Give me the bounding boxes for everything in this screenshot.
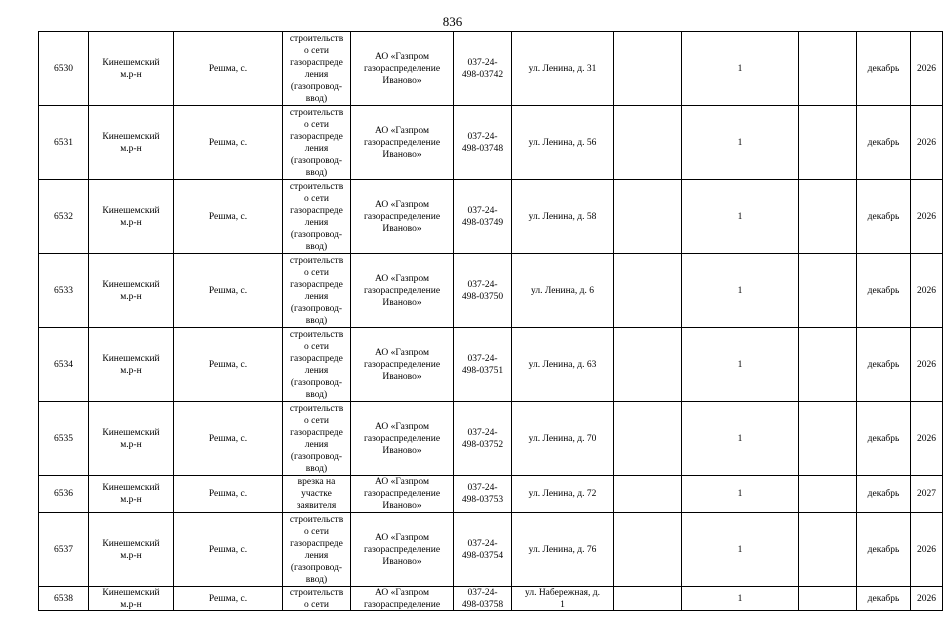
work-type-cell <box>283 587 351 611</box>
table-row <box>39 32 943 106</box>
table-row <box>39 476 943 513</box>
empty-cell <box>614 476 682 513</box>
application-code-cell: 037-24- 498-03748 <box>454 106 512 180</box>
month-cell: декабрь <box>857 106 911 180</box>
empty-cell <box>614 254 682 328</box>
month-cell: декабрь <box>857 402 911 476</box>
work-type-cell: врезка на участке заявителя <box>283 476 351 513</box>
quantity-cell: 1 <box>682 402 799 476</box>
settlement-cell: Решма, с. <box>174 328 283 402</box>
year-cell: 2026 <box>911 106 943 180</box>
empty-cell <box>799 106 857 180</box>
settlement-cell: Решма, с. <box>174 254 283 328</box>
quantity-cell: 1 <box>682 106 799 180</box>
work-type-cell: строительств о сети газораспреде ления (газопровод- ввод) <box>283 180 351 254</box>
settlement-cell: Решма, с. <box>174 402 283 476</box>
empty-cell <box>614 32 682 106</box>
address-cell: ул. Ленина, д. 31 <box>512 32 614 106</box>
table-row <box>39 254 943 328</box>
quantity-cell-text: 1 <box>737 593 743 604</box>
row-number-text: 6538 <box>54 593 73 604</box>
settlement-cell: Решма, с. <box>174 106 283 180</box>
empty-cell <box>614 402 682 476</box>
district-cell: Кинешемский м.р-н <box>89 32 174 106</box>
table-row <box>39 587 943 611</box>
district-cell: Кинешемский м.р-н <box>89 328 174 402</box>
application-code-cell: 037-24- 498-03753 <box>454 476 512 513</box>
year-cell: 2026 <box>911 513 943 587</box>
year-cell <box>911 587 943 611</box>
year-cell: 2026 <box>911 254 943 328</box>
quantity-cell: 1 <box>682 180 799 254</box>
application-code-cell: 037-24- 498-03751 <box>454 328 512 402</box>
month-cell-text: декабрь <box>867 593 900 604</box>
empty-cell <box>614 587 682 611</box>
page-number: 836 <box>442 14 463 29</box>
month-cell: декабрь <box>857 32 911 106</box>
work-type-cell: строительств о сети газораспреде ления (газопровод- ввод) <box>283 513 351 587</box>
district-cell-text: Кинешемский м.р-н <box>102 588 160 610</box>
application-code-cell: 037-24- 498-03749 <box>454 180 512 254</box>
organization-cell: АО «Газпром газораспределение Иваново» <box>351 513 454 587</box>
organization-cell: АО «Газпром газораспределение Иваново» <box>351 328 454 402</box>
table-row <box>39 328 943 402</box>
address-cell: ул. Ленина, д. 58 <box>512 180 614 254</box>
empty-cell <box>799 180 857 254</box>
quantity-cell: 1 <box>682 328 799 402</box>
application-code-cell <box>454 587 512 611</box>
empty-cell <box>614 180 682 254</box>
year-cell: 2026 <box>911 180 943 254</box>
month-cell: декабрь <box>857 513 911 587</box>
settlement-cell: Решма, с. <box>174 180 283 254</box>
work-type-cell: строительств о сети газораспреде ления (газопровод- ввод) <box>283 402 351 476</box>
month-cell: декабрь <box>857 328 911 402</box>
work-type-cell: строительств о сети газораспреде ления (газопровод- ввод) <box>283 32 351 106</box>
organization-cell: АО «Газпром газораспределение Иваново» <box>351 254 454 328</box>
empty-cell <box>614 106 682 180</box>
address-cell: ул. Ленина, д. 63 <box>512 328 614 402</box>
month-cell: декабрь <box>857 254 911 328</box>
empty-cell <box>799 402 857 476</box>
address-cell: ул. Ленина, д. 6 <box>512 254 614 328</box>
district-cell: Кинешемский м.р-н <box>89 513 174 587</box>
work-type-cell: строительств о сети газораспреде ления (газопровод- ввод) <box>283 254 351 328</box>
application-code-cell: 037-24- 498-03750 <box>454 254 512 328</box>
empty-cell <box>614 328 682 402</box>
application-code-cell: 037-24- 498-03742 <box>454 32 512 106</box>
organization-cell-text: АО «Газпром газораспределение <box>363 588 441 610</box>
district-cell: Кинешемский м.р-н <box>89 254 174 328</box>
address-cell <box>512 587 614 611</box>
organization-cell: АО «Газпром газораспределение Иваново» <box>351 32 454 106</box>
quantity-cell: 1 <box>682 32 799 106</box>
address-cell-text: ул. Набережная, д. 1 <box>525 588 600 610</box>
settlement-cell: Решма, с. <box>174 513 283 587</box>
address-cell: ул. Ленина, д. 56 <box>512 106 614 180</box>
empty-cell <box>614 513 682 587</box>
row-number: 6531 <box>39 106 89 180</box>
address-cell: ул. Ленина, д. 76 <box>512 513 614 587</box>
row-number: 6534 <box>39 328 89 402</box>
organization-cell: АО «Газпром газораспределение Иваново» <box>351 106 454 180</box>
settlement-cell: Решма, с. <box>174 32 283 106</box>
organization-cell: АО «Газпром газораспределение Иваново» <box>351 476 454 513</box>
quantity-cell <box>682 587 799 611</box>
table-row <box>39 106 943 180</box>
application-code-cell: 037-24- 498-03752 <box>454 402 512 476</box>
quantity-cell: 1 <box>682 254 799 328</box>
table-row <box>39 513 943 587</box>
table-row <box>39 180 943 254</box>
year-cell-text: 2026 <box>917 593 936 604</box>
empty-cell <box>799 254 857 328</box>
table-row <box>39 402 943 476</box>
address-cell: ул. Ленина, д. 72 <box>512 476 614 513</box>
month-cell <box>857 587 911 611</box>
month-cell: декабрь <box>857 476 911 513</box>
empty-cell-text <box>615 587 680 610</box>
district-cell: Кинешемский м.р-н <box>89 180 174 254</box>
quantity-cell: 1 <box>682 476 799 513</box>
year-cell: 2026 <box>911 32 943 106</box>
quantity-cell: 1 <box>682 513 799 587</box>
year-cell: 2027 <box>911 476 943 513</box>
year-cell: 2026 <box>911 402 943 476</box>
empty-cell <box>799 476 857 513</box>
empty-cell <box>799 328 857 402</box>
row-number: 6535 <box>39 402 89 476</box>
application-code-cell-text: 037-24- 498-03758 <box>461 588 504 610</box>
address-cell: ул. Ленина, д. 70 <box>512 402 614 476</box>
work-type-cell: строительств о сети газораспреде ления (газопровод- ввод) <box>283 106 351 180</box>
gas-connection-table <box>38 31 943 611</box>
application-code-cell: 037-24- 498-03754 <box>454 513 512 587</box>
settlement-cell: Решма, с. <box>174 476 283 513</box>
settlement-cell <box>174 587 283 611</box>
district-cell <box>89 587 174 611</box>
empty-cell <box>799 513 857 587</box>
organization-cell: АО «Газпром газораспределение Иваново» <box>351 180 454 254</box>
work-type-cell: строительств о сети газораспреде ления (газопровод- ввод) <box>283 328 351 402</box>
district-cell: Кинешемский м.р-н <box>89 476 174 513</box>
row-number: 6530 <box>39 32 89 106</box>
row-number: 6532 <box>39 180 89 254</box>
organization-cell: АО «Газпром газораспределение Иваново» <box>351 402 454 476</box>
work-type-cell-text: строительств о сети <box>289 588 344 610</box>
month-cell: декабрь <box>857 180 911 254</box>
district-cell: Кинешемский м.р-н <box>89 402 174 476</box>
row-number: 6536 <box>39 476 89 513</box>
district-cell: Кинешемский м.р-н <box>89 106 174 180</box>
empty-cell-text <box>800 587 855 610</box>
row-number: 6533 <box>39 254 89 328</box>
row-number: 6537 <box>39 513 89 587</box>
row-number <box>39 587 89 611</box>
organization-cell <box>351 587 454 611</box>
empty-cell <box>799 587 857 611</box>
settlement-cell-text: Решма, с. <box>208 593 248 604</box>
empty-cell <box>799 32 857 106</box>
year-cell: 2026 <box>911 328 943 402</box>
